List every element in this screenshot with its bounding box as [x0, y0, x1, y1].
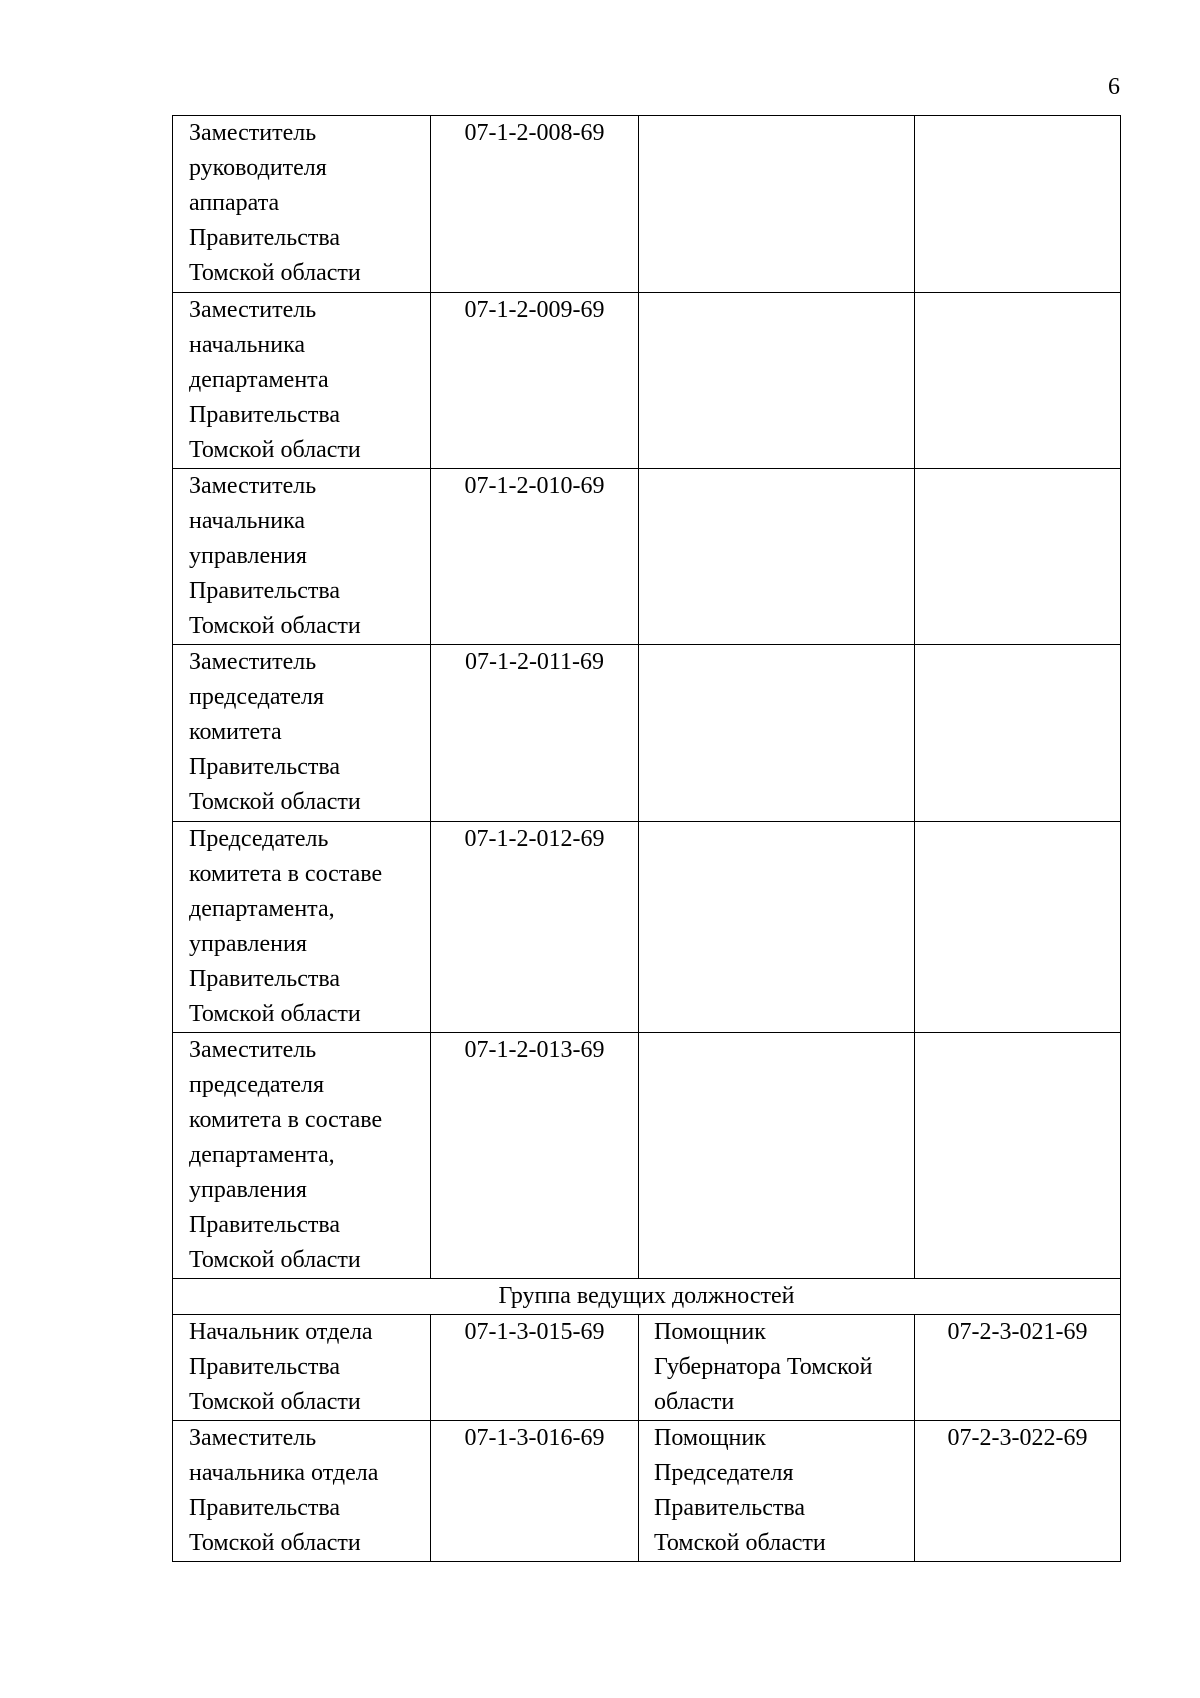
position-title-cell-line: Томской области [189, 437, 361, 463]
position-code-cell-text: 07-1-2-008-69 [464, 120, 605, 146]
position-title-cell-line: Заместитель [189, 297, 317, 323]
position-title-cell-line: начальника [189, 332, 306, 358]
position-code-cell [431, 1033, 639, 1279]
position-title-cell-2 [639, 645, 915, 822]
positions-table [172, 115, 1121, 1562]
position-title-cell-2-line: области [654, 1389, 735, 1415]
position-title-cell [173, 1315, 431, 1421]
position-code-cell-2 [915, 1421, 1121, 1562]
position-title-cell-line: аппарата [189, 190, 280, 216]
position-code-cell-2 [915, 1315, 1121, 1421]
position-title-cell-2 [639, 1421, 915, 1562]
position-title-cell-line: департамента [189, 367, 329, 393]
position-title-cell-line: управления [189, 543, 307, 569]
position-title-cell-line: Председатель [189, 826, 329, 852]
position-title-cell-line: Правительства [189, 225, 341, 251]
position-code-cell [431, 645, 639, 822]
position-title-cell-line: Начальник отдела [189, 1319, 373, 1345]
table-row [173, 1315, 1121, 1421]
position-code-cell [431, 469, 639, 645]
position-code-cell-text: 07-1-2-011-69 [464, 649, 605, 675]
position-code-cell-text: 07-1-2-010-69 [464, 473, 605, 499]
position-title-cell-line: Заместитель [189, 120, 317, 146]
position-title-cell-line: Томской области [189, 260, 361, 286]
position-code-cell-2 [915, 469, 1121, 645]
position-code-cell-2 [915, 116, 1121, 293]
position-title-cell [173, 469, 431, 645]
table-row [173, 645, 1121, 822]
position-code-cell-2 [915, 645, 1121, 822]
position-title-cell-2-line: Помощник [654, 1319, 766, 1345]
position-title-cell-line: управления [189, 1177, 307, 1203]
group-heading-row [173, 1279, 1121, 1315]
position-code-cell-2-text: 07-2-3-022-69 [947, 1425, 1088, 1451]
position-title-cell-line: Заместитель [189, 649, 317, 675]
position-title-cell-line: Томской области [189, 1001, 361, 1027]
position-title-cell-line: Томской области [189, 789, 361, 815]
position-code-cell-text: 07-1-3-015-69 [464, 1319, 605, 1345]
position-code-cell [431, 1315, 639, 1421]
position-title-cell-2 [639, 293, 915, 469]
position-title-cell-line: начальника [189, 508, 306, 534]
position-title-cell [173, 1033, 431, 1279]
table-row [173, 469, 1121, 645]
position-title-cell-line: председателя [189, 684, 325, 710]
position-title-cell-line: Правительства [189, 754, 341, 780]
position-title-cell [173, 822, 431, 1033]
table-body [173, 116, 1121, 1562]
position-title-cell-line: Томской области [189, 1530, 361, 1556]
position-title-cell-2 [639, 1315, 915, 1421]
position-title-cell-2 [639, 822, 915, 1033]
position-title-cell-2 [639, 469, 915, 645]
position-title-cell-line: Правительства [189, 966, 341, 992]
position-title-cell [173, 293, 431, 469]
table-row [173, 293, 1121, 469]
table-row [173, 1421, 1121, 1562]
position-title-cell [173, 1421, 431, 1562]
page-number: 6 [1108, 74, 1120, 100]
position-title-cell-line: Правительства [189, 578, 341, 604]
table-row [173, 116, 1121, 293]
position-title-cell-2-line: Председателя [654, 1460, 794, 1486]
table-row [173, 822, 1121, 1033]
table-row [173, 1033, 1121, 1279]
position-title-cell-line: Заместитель [189, 1425, 317, 1451]
group-heading: Группа ведущих должностей [173, 1279, 1121, 1315]
position-title-cell-line: департамента, [189, 1142, 335, 1168]
position-title-cell-line: Правительства [189, 402, 341, 428]
position-code-cell-2 [915, 1033, 1121, 1279]
position-title-cell-line: Томской области [189, 613, 361, 639]
position-title-cell-2 [639, 116, 915, 293]
position-code-cell-text: 07-1-2-009-69 [464, 297, 605, 323]
position-title-cell [173, 116, 431, 293]
position-code-cell [431, 1421, 639, 1562]
position-title-cell-line: начальника отдела [189, 1460, 379, 1486]
position-title-cell-2-line: Губернатора Томской [654, 1354, 873, 1380]
position-title-cell-line: управления [189, 931, 307, 957]
position-code-cell-text: 07-1-2-013-69 [464, 1037, 605, 1063]
position-title-cell-2 [639, 1033, 915, 1279]
position-code-cell [431, 822, 639, 1033]
position-title-cell-line: Правительства [189, 1354, 341, 1380]
position-title-cell-line: Правительства [189, 1495, 341, 1521]
position-code-cell [431, 116, 639, 293]
position-title-cell-line: комитета в составе [189, 1107, 383, 1133]
position-title-cell-line: Правительства [189, 1212, 341, 1238]
position-title-cell-line: Заместитель [189, 473, 317, 499]
position-title-cell-line: Заместитель [189, 1037, 317, 1063]
position-title-cell-line: Томской области [189, 1247, 361, 1273]
position-code-cell-2-text: 07-2-3-021-69 [947, 1319, 1088, 1345]
position-title-cell-2-line: Томской области [654, 1530, 826, 1556]
position-title-cell-2-line: Помощник [654, 1425, 766, 1451]
position-title-cell [173, 645, 431, 822]
position-title-cell-line: Томской области [189, 1389, 361, 1415]
position-title-cell-2-line: Правительства [654, 1495, 806, 1521]
position-title-cell-line: руководителя [189, 155, 327, 181]
position-code-cell-2 [915, 293, 1121, 469]
position-code-cell [431, 293, 639, 469]
position-title-cell-line: председателя [189, 1072, 325, 1098]
position-title-cell-line: департамента, [189, 896, 335, 922]
position-code-cell-text: 07-1-2-012-69 [464, 826, 605, 852]
position-title-cell-line: комитета в составе [189, 861, 383, 887]
position-code-cell-2 [915, 822, 1121, 1033]
position-title-cell-line: комитета [189, 719, 282, 745]
position-code-cell-text: 07-1-3-016-69 [464, 1425, 605, 1451]
